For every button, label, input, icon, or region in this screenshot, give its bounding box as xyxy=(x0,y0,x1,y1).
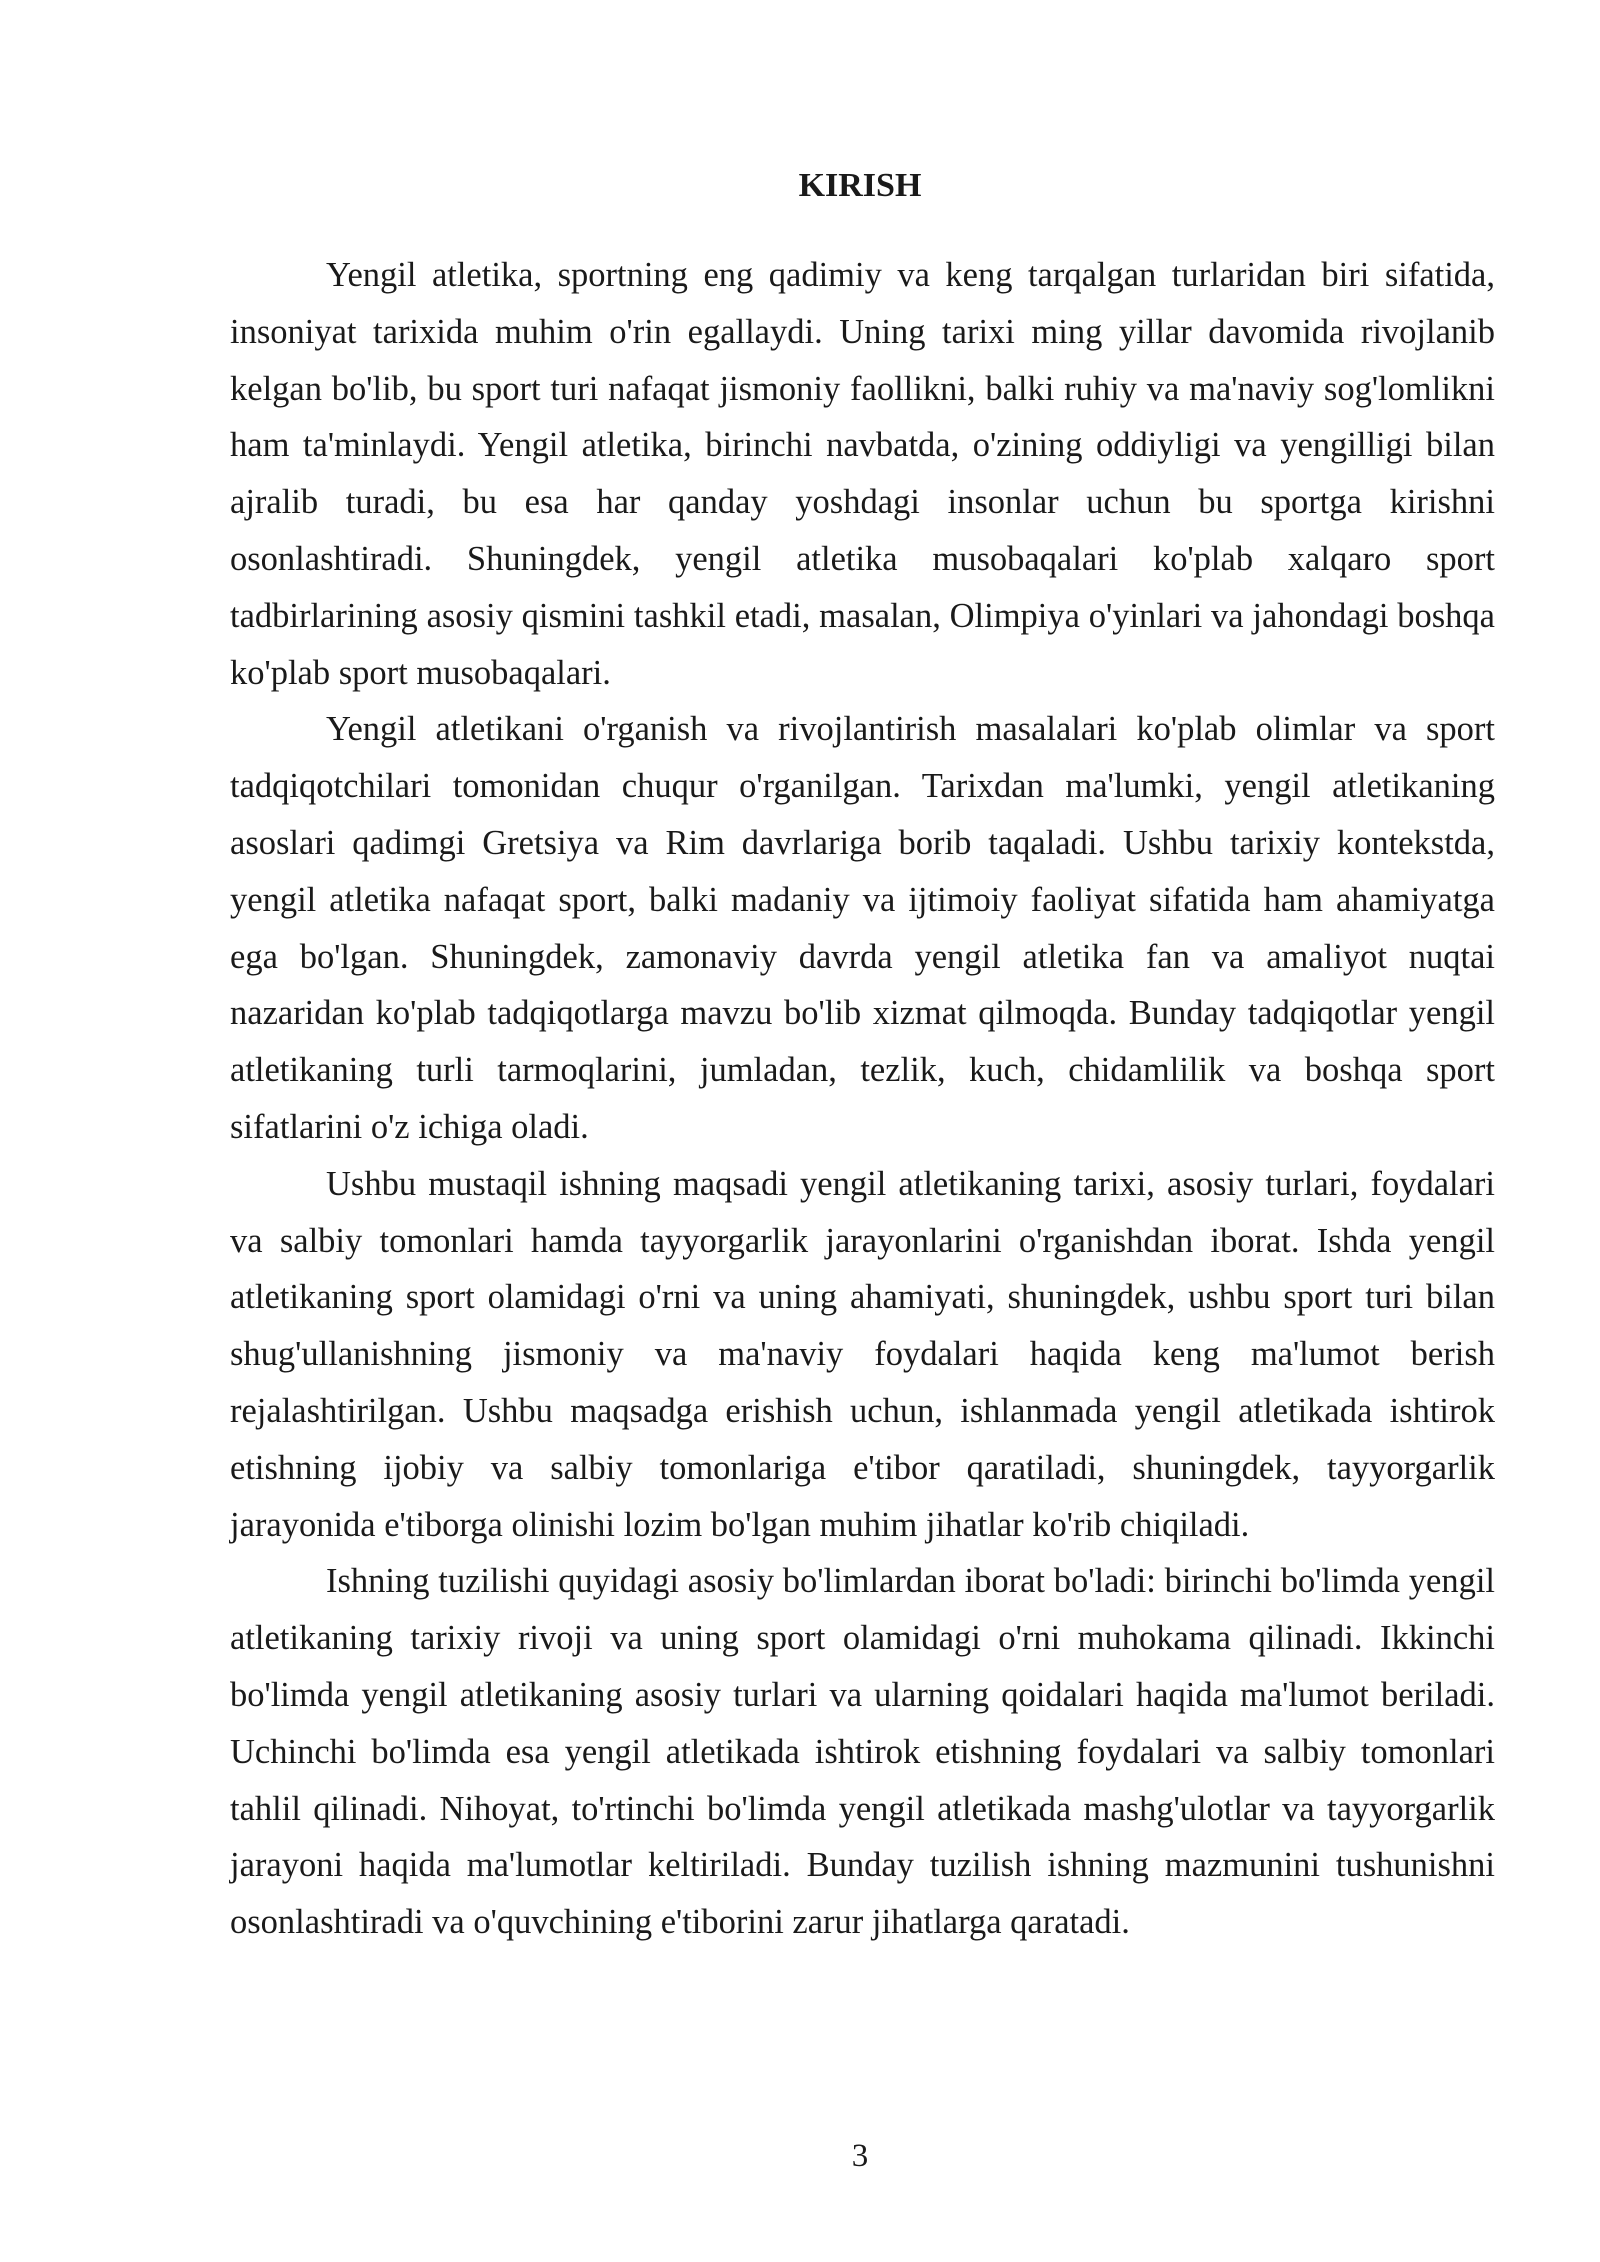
paragraph: Yengil atletika, sportning eng qadimiy va keng tarqalgan turlaridan biri sifatida, insoniyat tarixida muhim o'rin egallaydi. Uning tarixi ming yillar davomida rivojlanib kelgan bo'lib, bu sport turi nafaqat jismoniy faollikni, balki ruhiy va ma'naviy sog'lomlikni ham ta'minlaydi. Yengil atletika, birinchi navbatda, o'zining oddiyligi va yengilligi bilan ajralib turadi, bu esa har qanday yoshdagi insonlar uchun bu sportga kirishni osonlashtiradi. Shuningdek, yengil atletika musobaqalari ko'plab xalqaro sport tadbirlarining asosiy qismini tashkil etadi, masalan, Olimpiya o'yinlari va jahondagi boshqa ko'plab sport musobaqalari. xyxy=(230,256,1495,692)
section-title: KIRISH xyxy=(798,167,922,204)
paragraph: Ishning tuzilishi quyidagi asosiy bo'limlardan iborat bo'ladi: birinchi bo'limda yengil atletikaning tarixiy rivoji va uning sport olamidagi o'rni muhokama qilinadi. Ikkinchi bo'limda yengil atletikaning asosiy turlari va ularning qoidalari haqida ma'lumot beriladi. Uchinchi bo'limda esa yengil atletikada ishtirok etishning foydalari va salbiy tomonlari tahlil qilinadi. Nihoyat, to'rtinchi bo'limda yengil atletikada mashg'ulotlar va tayyorgarlik jarayoni haqida ma'lumotlar keltiriladi. Bunday tuzilish ishning mazmunini tushunishni osonlashtiradi va o'quvchining e'tiborini zarur jihatlarga qaratadi. xyxy=(230,1562,1495,1942)
page-number: 3 xyxy=(851,2138,869,2174)
paragraph: Yengil atletikani o'rganish va rivojlantirish masalalari ko'plab olimlar va sport tadqiqotchilari tomonidan chuqur o'rganilgan. Tarixdan ma'lumki, yengil atletikaning asoslari qadimgi Gretsiya va Rim davrlariga borib taqaladi. Ushbu tarixiy kontekstda, yengil atletika nafaqat sport, balki madaniy va ijtimoiy faoliyat sifatida ham ahamiyatga ega bo'lgan. Shuningdek, zamonaviy davrda yengil atletika fan va amaliyot nuqtai nazaridan ko'plab tadqiqotlarga mavzu bo'lib xizmat qilmoqda. Bunday tadqiqotlar yengil atletikaning turli tarmoqlarini, jumladan, tezlik, kuch, chidamlilik va boshqa sport sifatlarini o'z ichiga oladi. xyxy=(230,710,1495,1146)
paragraph: Ushbu mustaqil ishning maqsadi yengil atletikaning tarixi, asosiy turlari, foydalari va salbiy tomonlari hamda tayyorgarlik jarayonlarini o'rganishdan iborat. Ishda yengil atletikaning sport olamidagi o'rni va uning ahamiyati, shuningdek, ushbu sport turi bilan shug'ullanishning jismoniy va ma'naviy foydalari haqida keng ma'lumot berish rejalashtirilgan. Ushbu maqsadga erishish uchun, ishlanmada yengil atletikada ishtirok etishning ijobiy va salbiy tomonlariga e'tibor qaratiladi, shuningdek, tayyorgarlik jarayonida e'tiborga olinishi lozim bo'lgan muhim jihatlar ko'rib chiqiladi. xyxy=(230,1164,1495,1544)
body-text xyxy=(230,247,1495,1951)
